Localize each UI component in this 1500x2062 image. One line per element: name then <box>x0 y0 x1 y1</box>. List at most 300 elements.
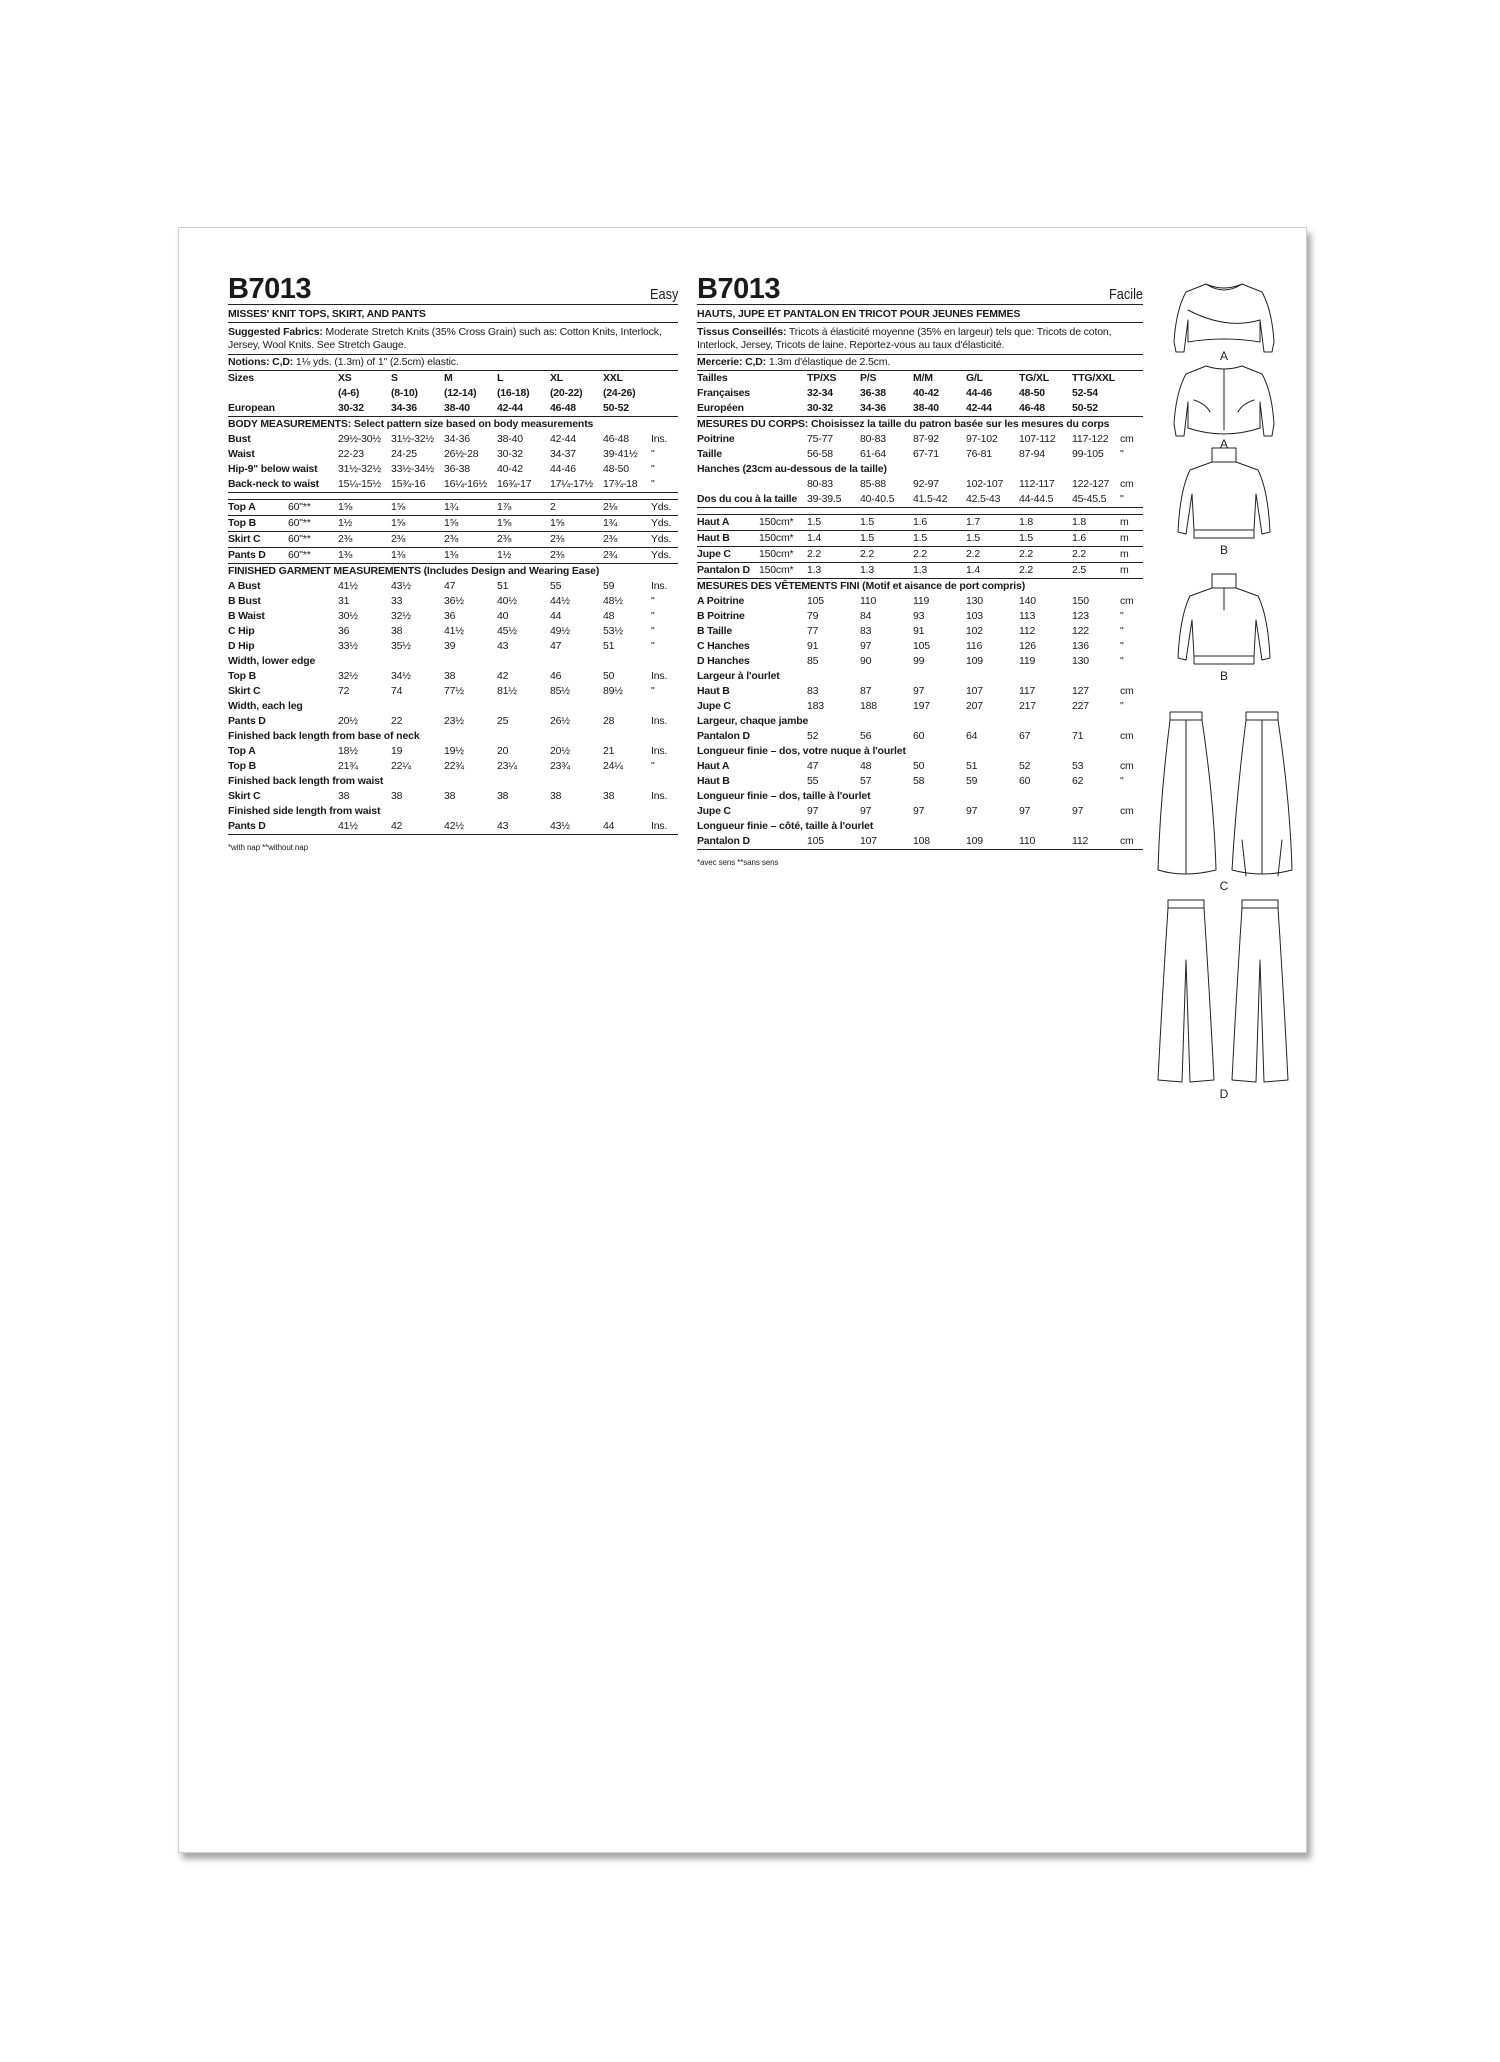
fabrics-label: Tissus Conseillés: <box>697 326 787 338</box>
view-label: Jupe C <box>697 548 731 560</box>
size-value: 41.5-42 <box>913 493 948 505</box>
size-value: 55 <box>807 775 819 787</box>
pattern-header <box>228 270 678 305</box>
finished-measurement-row <box>697 624 1143 639</box>
size-value: 97-102 <box>966 433 998 445</box>
row-label: Pants D <box>228 820 266 832</box>
row-label: Pants D <box>228 715 266 727</box>
finished-subheading: Largeur, chaque jambe <box>697 715 809 727</box>
yardage-value: 1⅞ <box>497 501 512 513</box>
view-label-b-1: B <box>1219 543 1229 557</box>
size-range: (20-22) <box>550 387 583 399</box>
size-value: 52 <box>807 730 819 742</box>
size-value: 16¼-16½ <box>444 478 487 490</box>
unit: cm <box>1120 478 1134 490</box>
size-value: 36-38 <box>444 463 470 475</box>
unit: cm <box>1120 685 1134 697</box>
size-value: 41½ <box>338 820 358 832</box>
size-value: 19½ <box>444 745 464 757</box>
size-value: 40-42 <box>497 463 523 475</box>
finished-measurement-row <box>228 624 678 639</box>
size-value: 107 <box>860 835 877 847</box>
row-label: Haut A <box>697 760 730 772</box>
size-name: XXL <box>603 372 623 384</box>
body-measurement-row <box>228 432 678 447</box>
pattern-title: MISSES' KNIT TOPS, SKIRT, AND PANTS <box>228 305 678 323</box>
size-value: 75-77 <box>807 433 833 445</box>
size-value: 52 <box>1019 760 1031 772</box>
size-value: 110 <box>860 595 877 607</box>
size-value: 79 <box>807 610 819 622</box>
finished-measurement-row <box>228 744 678 759</box>
size-value: 31½-32½ <box>391 433 434 445</box>
row-label: Hip-9" below waist <box>228 463 318 475</box>
size-euro: 50-52 <box>603 402 629 414</box>
size-value: 38 <box>444 790 456 802</box>
fabric-width: 60"** <box>288 549 311 561</box>
size-value: 112 <box>1072 835 1089 847</box>
yardage-value: 1.5 <box>860 532 874 544</box>
size-value: 61-64 <box>860 448 886 460</box>
unit: " <box>1120 640 1124 652</box>
size-name: M/M <box>913 372 933 384</box>
size-value: 15¾-16 <box>391 478 426 490</box>
size-euro: 30-32 <box>807 402 833 414</box>
size-value: 19 <box>391 745 403 757</box>
size-header-row <box>228 371 678 386</box>
unit: m <box>1120 532 1129 544</box>
row-label: Top B <box>228 760 256 772</box>
finished-measurement-row <box>228 759 678 774</box>
size-name: XS <box>338 372 352 384</box>
size-range: (4-6) <box>338 387 360 399</box>
finished-measurement-row <box>697 654 1143 669</box>
unit: " <box>1120 625 1124 637</box>
size-value: 50 <box>913 760 925 772</box>
unit: " <box>1120 448 1124 460</box>
yardage-value: 1½ <box>497 549 512 561</box>
finished-measurement-row <box>228 714 678 729</box>
size-value: 51 <box>966 760 978 772</box>
size-value: 23¾ <box>550 760 570 772</box>
size-range: 52-54 <box>1072 387 1098 399</box>
size-value: 85 <box>807 655 819 667</box>
size-value: 97 <box>807 805 819 817</box>
row-label: D Hip <box>228 640 255 652</box>
footnote: *avec sens **sans sens <box>697 858 779 867</box>
size-value: 92-97 <box>913 478 939 490</box>
size-range: 36-38 <box>860 387 886 399</box>
body-measurement-row <box>697 447 1143 462</box>
yardage-value: 1.3 <box>807 564 821 576</box>
row-label: B Waist <box>228 610 265 622</box>
size-value: 126 <box>1019 640 1036 652</box>
yardage-row <box>697 562 1143 579</box>
view-label-a-2: A <box>1219 437 1229 451</box>
row-label: Waist <box>228 448 255 460</box>
size-value: 97 <box>1072 805 1084 817</box>
size-value: 55 <box>550 580 562 592</box>
row-label: Bust <box>228 433 251 445</box>
size-value: 30-32 <box>497 448 523 460</box>
notions <box>697 355 1143 371</box>
size-value: 80-83 <box>807 478 833 490</box>
view-illustrations <box>1154 280 1294 1100</box>
size-name: P/S <box>860 372 877 384</box>
size-value: 25 <box>497 715 509 727</box>
size-euro: 42-44 <box>497 402 523 414</box>
size-value: 130 <box>1072 655 1089 667</box>
size-header-label: Sizes <box>228 372 254 384</box>
yardage-row <box>228 515 678 531</box>
unit: cm <box>1120 835 1134 847</box>
yardage-row <box>228 499 678 515</box>
unit: " <box>1120 775 1124 787</box>
unit: " <box>651 610 655 622</box>
size-euro-label: European <box>228 402 275 414</box>
size-value: 110 <box>1019 835 1036 847</box>
notions-label: Notions: C,D: <box>228 356 294 368</box>
size-range: 48-50 <box>1019 387 1045 399</box>
size-value: 77½ <box>444 685 464 697</box>
size-value: 30½ <box>338 610 358 622</box>
size-value: 20 <box>497 745 509 757</box>
size-value: 99 <box>913 655 925 667</box>
size-value: 18½ <box>338 745 358 757</box>
size-value: 107-112 <box>1019 433 1056 445</box>
unit: m <box>1120 516 1129 528</box>
finished-subheading: Longueur finie – dos, votre nuque à l'ourlet <box>697 745 906 757</box>
row-label: Top A <box>228 745 256 757</box>
unit: Ins. <box>651 670 668 682</box>
size-value: 48 <box>603 610 615 622</box>
size-value: 44-46 <box>550 463 576 475</box>
yardage-value: 2.2 <box>807 548 821 560</box>
size-range: (8-10) <box>391 387 418 399</box>
size-value: 91 <box>807 640 819 652</box>
size-value: 91 <box>913 625 925 637</box>
size-value: 44 <box>603 820 615 832</box>
body-measurement-subheading: Hanches (23cm au-dessous de la taille) <box>697 463 887 475</box>
yardage-value: 2.2 <box>860 548 874 560</box>
size-value: 207 <box>966 700 983 712</box>
size-euro-row <box>697 401 1143 417</box>
yardage-value: 1¾ <box>603 517 618 529</box>
yardage-value: 1.5 <box>913 532 927 544</box>
yardage-value: 2.5 <box>1072 564 1086 576</box>
view-label: Haut B <box>697 532 730 544</box>
view-label-a-1: A <box>1219 349 1229 363</box>
finished-measurement-row <box>697 699 1143 714</box>
difficulty-rating: Easy <box>649 286 678 303</box>
finished-measurement-row <box>228 609 678 624</box>
size-value: 80-83 <box>860 433 886 445</box>
yardage-value: 2.2 <box>1072 548 1086 560</box>
size-value: 119 <box>1019 655 1036 667</box>
size-value: 112 <box>1019 625 1036 637</box>
size-euro: 38-40 <box>444 402 470 414</box>
size-value: 59 <box>603 580 615 592</box>
size-value: 22¾ <box>444 760 464 772</box>
size-value: 67 <box>1019 730 1031 742</box>
size-value: 89½ <box>603 685 623 697</box>
size-value: 77 <box>807 625 819 637</box>
size-value: 81½ <box>497 685 517 697</box>
unit: Yds. <box>651 517 672 529</box>
unit: Yds. <box>651 549 672 561</box>
size-value: 22-23 <box>338 448 364 460</box>
body-measurement-row <box>697 432 1143 447</box>
size-value: 38 <box>444 670 456 682</box>
size-value: 140 <box>1019 595 1036 607</box>
yardage-value: 1.4 <box>966 564 980 576</box>
pattern-number: B7013 <box>697 273 780 305</box>
row-label: B Taille <box>697 625 732 637</box>
row-label: Skirt C <box>228 790 261 802</box>
yardage-value: 1¾ <box>444 501 459 513</box>
view-b-front-sketch <box>1178 448 1270 538</box>
finished-subheading: Finished back length from waist <box>228 775 384 787</box>
size-euro: 50-52 <box>1072 402 1098 414</box>
yardage-value: 1⅝ <box>391 501 406 513</box>
size-value: 183 <box>807 700 824 712</box>
yardage-value: 1.4 <box>807 532 821 544</box>
fabrics-text: Moderate Stretch Knits (35% Cross Grain) such as: Cotton Knits, Interlock, Jersey, Wool Knits. See Stretch Gauge. <box>228 326 662 351</box>
fabric-width: 60"** <box>288 533 311 545</box>
yardage-value: 1⅝ <box>444 517 459 529</box>
finished-measurement-row <box>697 729 1143 744</box>
size-value: 97 <box>1019 805 1031 817</box>
pattern-header <box>697 270 1143 305</box>
notions-text: 1.3m d'élastique de 2.5cm. <box>768 356 891 368</box>
size-value: 36 <box>444 610 456 622</box>
size-value: 117 <box>1019 685 1036 697</box>
row-label: Top B <box>228 670 256 682</box>
size-value: 99-105 <box>1072 448 1104 460</box>
english-column <box>228 270 678 852</box>
finished-subheading: Largeur à l'ourlet <box>697 670 780 682</box>
yardage-value: 2.2 <box>913 548 927 560</box>
row-label: B Poitrine <box>697 610 745 622</box>
finished-measurement-row <box>697 834 1143 850</box>
unit: " <box>651 478 655 490</box>
size-value: 97 <box>913 805 925 817</box>
size-value: 43½ <box>391 580 411 592</box>
yardage-value: 1⅝ <box>338 501 353 513</box>
yardage-value: 2⅜ <box>603 533 618 545</box>
unit: " <box>651 448 655 460</box>
size-value: 28 <box>603 715 615 727</box>
finished-measurement-row <box>697 609 1143 624</box>
row-label: A Bust <box>228 580 261 592</box>
size-value: 123 <box>1072 610 1089 622</box>
finished-measurement-row <box>697 639 1143 654</box>
finished-measurement-row <box>697 759 1143 774</box>
row-label: Back-neck to waist <box>228 478 319 490</box>
row-label: Haut B <box>697 775 730 787</box>
yardage-value: 2 <box>550 501 556 513</box>
size-euro-row <box>228 401 678 417</box>
yardage-value: 1⅝ <box>497 517 512 529</box>
size-value: 32½ <box>391 610 411 622</box>
size-value: 49½ <box>550 625 570 637</box>
unit: " <box>1120 655 1124 667</box>
size-value: 74 <box>391 685 403 697</box>
size-value: 43½ <box>550 820 570 832</box>
size-value: 38 <box>391 790 403 802</box>
view-a-front-sketch <box>1174 284 1274 352</box>
size-value: 26½ <box>550 715 570 727</box>
view-label: Pantalon D <box>697 564 750 576</box>
yardage-value: 1½ <box>338 517 353 529</box>
yardage-value: 2⅜ <box>391 533 406 545</box>
size-value: 47 <box>807 760 819 772</box>
row-label: Pantalon D <box>697 730 750 742</box>
fabric-width: 60"** <box>288 501 311 513</box>
size-euro: 38-40 <box>913 402 939 414</box>
size-euro: 42-44 <box>966 402 992 414</box>
size-range: (16-18) <box>497 387 530 399</box>
view-label: Skirt C <box>228 533 261 545</box>
row-label: Taille <box>697 448 722 460</box>
size-value: 31 <box>338 595 350 607</box>
yardage-value: 2⅜ <box>338 533 353 545</box>
size-value: 109 <box>966 835 983 847</box>
size-value: 58 <box>913 775 925 787</box>
size-value: 87-94 <box>1019 448 1045 460</box>
row-label: Jupe C <box>697 805 731 817</box>
suggested-fabrics <box>697 323 1143 355</box>
size-value: 122-127 <box>1072 478 1110 490</box>
finished-measurement-row <box>228 579 678 594</box>
unit: cm <box>1120 433 1134 445</box>
finished-measurement-row <box>697 594 1143 609</box>
footnote: *with nap **without nap <box>228 843 308 852</box>
size-value: 20½ <box>338 715 358 727</box>
yardage-row <box>697 530 1143 546</box>
size-value: 48-50 <box>603 463 629 475</box>
unit: cm <box>1120 730 1134 742</box>
yardage-value: 1.8 <box>1072 516 1086 528</box>
size-value: 42½ <box>444 820 464 832</box>
size-name: XL <box>550 372 564 384</box>
body-measurement-row <box>697 477 1143 492</box>
size-value: 76-81 <box>966 448 992 460</box>
finished-measurement-row <box>697 774 1143 789</box>
unit: " <box>651 625 655 637</box>
size-name: TG/XL <box>1019 372 1049 384</box>
size-value: 90 <box>860 655 872 667</box>
size-name: TTG/XXL <box>1072 372 1115 384</box>
yardage-row <box>697 546 1143 562</box>
size-name: G/L <box>966 372 983 384</box>
yardage-row <box>228 547 678 564</box>
size-range-row <box>697 386 1143 401</box>
size-value: 39-41½ <box>603 448 638 460</box>
row-label: Pantalon D <box>697 835 750 847</box>
size-value: 39-39.5 <box>807 493 842 505</box>
size-value: 102 <box>966 625 983 637</box>
size-value: 105 <box>913 640 930 652</box>
size-euro: 34-36 <box>860 402 886 414</box>
unit: Yds. <box>651 533 672 545</box>
size-value: 38-40 <box>497 433 523 445</box>
size-value: 34-37 <box>550 448 576 460</box>
finished-subheading: Longueur finie – dos, taille à l'ourlet <box>697 790 871 802</box>
size-euro: 46-48 <box>550 402 576 414</box>
size-value: 83 <box>860 625 872 637</box>
size-value: 85-88 <box>860 478 886 490</box>
size-header-label: Tailles <box>697 372 728 384</box>
size-name: TP/XS <box>807 372 837 384</box>
size-value: 53 <box>1072 760 1084 772</box>
size-value: 31½-32½ <box>338 463 381 475</box>
size-value: 45½ <box>497 625 517 637</box>
size-value: 60 <box>1019 775 1031 787</box>
size-value: 46 <box>550 670 562 682</box>
view-label: Top B <box>228 517 256 529</box>
size-value: 44 <box>550 610 562 622</box>
size-value: 20½ <box>550 745 570 757</box>
yardage-value: 1⅜ <box>338 549 353 561</box>
finished-measurement-row <box>228 684 678 699</box>
notions-label: Mercerie: C,D: <box>697 356 767 368</box>
view-b-back-sketch <box>1178 574 1270 664</box>
unit: cm <box>1120 805 1134 817</box>
unit: Ins. <box>651 433 668 445</box>
size-value: 109 <box>966 655 983 667</box>
size-value: 72 <box>338 685 350 697</box>
size-value: 39 <box>444 640 456 652</box>
size-range: (12-14) <box>444 387 477 399</box>
size-value: 60 <box>913 730 925 742</box>
yardage-value: 1.6 <box>1072 532 1086 544</box>
size-value: 47 <box>550 640 562 652</box>
fabrics-text: Tricots à élasticité moyenne (35% en largeur) tels que: Tricots de coton, Interlock, Jersey, Tricots de laine. Reportez-vous au taux d'élasticité. <box>697 326 1112 351</box>
size-value: 56 <box>860 730 872 742</box>
yardage-value: 1⅝ <box>391 517 406 529</box>
size-value: 217 <box>1019 700 1036 712</box>
unit: Ins. <box>651 745 668 757</box>
fabric-width: 150cm* <box>759 548 794 560</box>
row-label: C Hip <box>228 625 255 637</box>
yardage-value: 1.7 <box>966 516 980 528</box>
size-value: 97 <box>860 640 872 652</box>
fabric-width: 150cm* <box>759 532 794 544</box>
size-name: L <box>497 372 504 384</box>
size-value: 43 <box>497 820 509 832</box>
unit: " <box>1120 700 1124 712</box>
size-range: 40-42 <box>913 387 939 399</box>
difficulty-rating: Facile <box>1108 286 1143 303</box>
unit: Yds. <box>651 501 672 513</box>
view-c-skirt-sketch <box>1158 712 1292 876</box>
yardage-row <box>228 531 678 547</box>
size-value: 33 <box>391 595 403 607</box>
size-euro-label: Européen <box>697 402 744 414</box>
size-value: 24¼ <box>603 760 623 772</box>
view-label: Top A <box>228 501 256 513</box>
finished-subheading: Finished side length from waist <box>228 805 381 817</box>
view-label-b-2: B <box>1219 669 1229 683</box>
size-value: 67-71 <box>913 448 939 460</box>
pattern-back-sheet <box>178 227 1307 1853</box>
yardage-value: 2⅜ <box>497 533 512 545</box>
yardage-value: 1.5 <box>860 516 874 528</box>
unit: m <box>1120 548 1129 560</box>
notions-text: 1⅛ yds. (1.3m) of 1" (2.5cm) elastic. <box>295 356 459 368</box>
size-value: 119 <box>913 595 930 607</box>
